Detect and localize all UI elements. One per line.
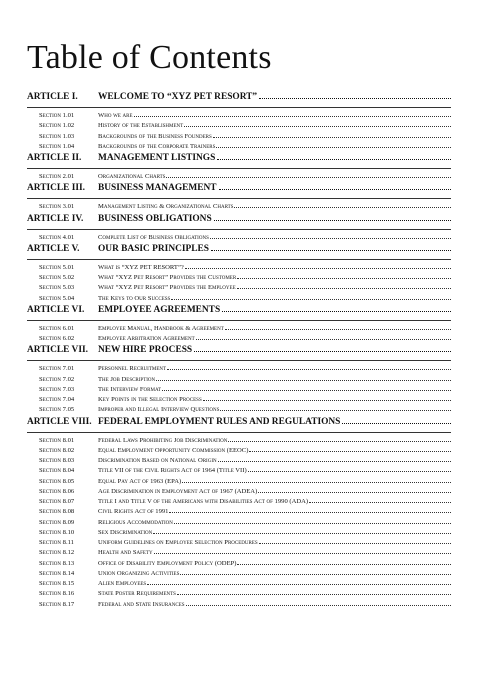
section-entry[interactable]	[27, 335, 451, 345]
section-entry[interactable]	[27, 112, 451, 122]
article-block	[27, 183, 451, 213]
section-title: Federal Laws Prohibiting Job Discrimination	[98, 436, 228, 444]
dot-leader	[213, 137, 451, 138]
section-title: The Keys to Our Success	[98, 294, 171, 302]
dot-leader	[182, 482, 451, 483]
section-entry[interactable]	[27, 508, 451, 518]
dot-leader	[219, 189, 451, 190]
section-number: Section 6.01	[39, 324, 75, 332]
article-number: ARTICLE VII.	[27, 345, 88, 356]
article-block	[27, 92, 451, 153]
article-heading[interactable]	[27, 92, 451, 106]
dot-leader	[258, 492, 451, 493]
article-divider	[27, 259, 451, 260]
article-divider	[27, 320, 451, 321]
article-heading[interactable]	[27, 417, 451, 431]
dot-leader	[186, 605, 451, 606]
section-entry[interactable]	[27, 457, 451, 467]
section-number: Section 8.03	[39, 457, 75, 464]
section-list	[27, 365, 451, 416]
section-entry[interactable]	[27, 133, 451, 143]
article-divider	[27, 168, 451, 169]
section-number: Section 6.02	[39, 335, 75, 342]
section-number: Section 8.05	[39, 477, 75, 485]
dot-leader	[147, 584, 451, 585]
section-number: Section 5.01	[39, 263, 75, 271]
article-number: ARTICLE VIII.	[27, 416, 92, 427]
dot-leader	[171, 299, 451, 300]
article-block	[27, 153, 451, 183]
section-entry[interactable]	[27, 274, 451, 284]
section-entry[interactable]	[27, 143, 451, 153]
section-title: What “XYZ Pet Resort” Provides the Employee	[98, 284, 236, 292]
dot-leader	[203, 400, 451, 401]
article-block	[27, 345, 451, 416]
section-title: Title I and Title V of the Americans with Disabilities Act of 1990 (ADA)	[98, 498, 309, 505]
article-number: ARTICLE I.	[27, 92, 78, 102]
article-block	[27, 417, 451, 611]
section-entry[interactable]	[27, 549, 451, 559]
section-entry[interactable]	[27, 519, 451, 529]
section-title: Complete List of Business Obligations	[98, 233, 209, 241]
article-title: BUSINESS MANAGEMENT	[98, 183, 217, 194]
dot-leader	[234, 207, 451, 208]
section-entry[interactable]	[27, 498, 451, 508]
section-number: Section 5.03	[39, 284, 75, 292]
dot-leader	[174, 523, 451, 524]
section-title: Uniform Guidelines on Employee Selection Procedures	[98, 539, 258, 546]
section-entry[interactable]	[27, 396, 451, 406]
section-title: Who we are	[98, 112, 133, 119]
dot-leader	[237, 288, 451, 289]
section-list	[27, 203, 451, 213]
section-entry[interactable]	[27, 173, 451, 183]
section-entry[interactable]	[27, 529, 451, 539]
section-entry[interactable]	[27, 365, 451, 375]
section-number: Section 7.05	[39, 406, 75, 414]
section-number: Section 8.11	[39, 539, 74, 546]
section-title: What “XYZ Pet Resort” Provides the Customer	[98, 274, 237, 281]
article-title: WELCOME TO “XYZ PET RESORT”	[98, 92, 258, 102]
article-title: OUR BASIC PRINCIPLES	[98, 243, 209, 254]
section-title: Civil Rights Act of 1991	[98, 508, 169, 516]
article-divider	[27, 432, 451, 433]
section-number: Section 7.01	[39, 365, 75, 373]
section-title: Religious Accommodation	[98, 518, 173, 526]
section-number: Section 8.12	[39, 549, 75, 557]
section-entry[interactable]	[27, 570, 451, 580]
section-entry[interactable]	[27, 601, 451, 611]
article-block	[27, 244, 451, 305]
section-entry[interactable]	[27, 122, 451, 132]
dot-leader	[342, 423, 451, 424]
section-title: Management Listing & Organizational Charts	[98, 203, 234, 211]
section-number: Section 1.02	[39, 122, 75, 130]
section-title: Organizational Charts	[98, 173, 166, 180]
dot-leader	[169, 512, 451, 513]
article-divider	[27, 198, 451, 199]
section-number: Section 1.04	[39, 142, 75, 150]
dot-leader	[220, 410, 451, 411]
dot-leader	[162, 390, 451, 391]
article-block	[27, 214, 451, 244]
section-entry[interactable]	[27, 539, 451, 549]
section-number: Section 7.03	[39, 385, 75, 393]
dot-leader	[222, 311, 451, 312]
section-title: Improper and Illegal Interview Questions	[98, 406, 220, 414]
dot-leader	[153, 533, 451, 534]
section-list	[27, 325, 451, 346]
dot-leader	[225, 329, 451, 330]
dot-leader	[216, 147, 451, 148]
article-title: MANAGEMENT LISTINGS	[98, 153, 216, 163]
dot-leader	[184, 126, 451, 127]
section-title: Backgrounds of the Corporate Trainers	[98, 142, 216, 150]
dot-leader	[249, 451, 451, 452]
dot-leader	[185, 268, 451, 269]
section-entry[interactable]	[27, 580, 451, 590]
section-title: State Poster Requirements	[98, 590, 176, 598]
section-title: Sex Discrimination	[98, 528, 153, 536]
section-entry[interactable]	[27, 467, 451, 477]
section-number: Section 8.04	[39, 467, 75, 475]
dot-leader	[237, 278, 451, 279]
article-heading[interactable]	[27, 214, 451, 228]
page-title: Table of Contents	[27, 39, 272, 76]
section-entry[interactable]	[27, 295, 451, 305]
dot-leader	[228, 441, 451, 442]
section-number: Section 8.08	[39, 508, 75, 516]
section-number: Section 8.15	[39, 580, 75, 587]
section-number: Section 2.01	[39, 173, 75, 180]
section-title: History of the Establishment	[98, 122, 184, 130]
article-title: BUSINESS OBLIGATIONS	[98, 213, 212, 224]
section-entry[interactable]	[27, 203, 451, 213]
article-divider	[27, 360, 451, 361]
section-list	[27, 437, 451, 611]
section-entry[interactable]	[27, 376, 451, 386]
section-number: Section 8.14	[39, 569, 75, 577]
article-number: ARTICLE VI.	[27, 304, 85, 315]
article-title: EMPLOYEE AGREEMENTS	[98, 304, 221, 315]
article-number: ARTICLE III.	[27, 183, 86, 194]
section-number: Section 8.06	[39, 487, 75, 495]
table-of-contents	[27, 92, 451, 611]
section-entry[interactable]	[27, 447, 451, 457]
section-number: Section 8.16	[39, 590, 75, 598]
section-title: Health and Safety	[98, 549, 153, 557]
section-number: Section 1.01	[39, 112, 75, 119]
dot-leader	[211, 250, 451, 251]
article-heading[interactable]	[27, 244, 451, 258]
section-title: Backgrounds of the Business Founders	[98, 132, 212, 140]
section-title: Federal and State Insurances	[98, 600, 185, 608]
section-entry[interactable]	[27, 386, 451, 396]
section-title: The Interview Format	[98, 385, 162, 393]
section-title: Equal Pay Act of 1963 (EPA)	[98, 477, 182, 485]
section-number: Section 8.09	[39, 518, 75, 526]
article-title: FEDERAL EMPLOYMENT RULES AND REGULATIONS	[98, 416, 341, 427]
section-entry[interactable]	[27, 590, 451, 600]
section-title: Discrimination Based on National Origin	[98, 457, 217, 464]
section-entry[interactable]	[27, 406, 451, 416]
section-title: Office of Disability Employment Policy (ODEP)	[98, 559, 237, 567]
article-number: ARTICLE V.	[27, 243, 80, 254]
section-number: Section 3.01	[39, 203, 75, 211]
dot-leader	[309, 502, 451, 503]
section-title: The Job Description	[98, 375, 156, 383]
section-entry[interactable]	[27, 437, 451, 447]
dot-leader	[259, 98, 451, 99]
dot-leader	[237, 564, 451, 565]
section-title: Union Organizing Activities	[98, 569, 180, 577]
article-heading[interactable]	[27, 345, 451, 359]
section-title: Title VII of the Civil Rights Act of 1964 (Title VII)	[98, 467, 247, 475]
section-number: Section 5.02	[39, 274, 75, 281]
section-number: Section 8.01	[39, 436, 75, 444]
section-list	[27, 234, 451, 244]
article-number: ARTICLE IV.	[27, 213, 84, 224]
section-list	[27, 264, 451, 305]
section-entry[interactable]	[27, 234, 451, 244]
section-entry[interactable]	[27, 264, 451, 274]
section-entry[interactable]	[27, 284, 451, 294]
dot-leader	[156, 380, 451, 381]
section-list	[27, 173, 451, 183]
dot-leader	[218, 461, 451, 462]
section-number: Section 8.02	[39, 446, 75, 454]
article-number: ARTICLE II.	[27, 153, 82, 163]
article-heading[interactable]	[27, 153, 451, 167]
dot-leader	[154, 553, 451, 554]
section-title: Key Points in the Selection Process	[98, 396, 202, 403]
dot-leader	[248, 471, 451, 472]
section-title: Age Discrimination in Employment Act of 1967 (ADEA)	[98, 487, 258, 495]
section-title: Personnel Recruitment	[98, 365, 167, 373]
section-number: Section 8.13	[39, 559, 75, 567]
section-number: Section 4.01	[39, 233, 75, 241]
dot-leader	[166, 177, 451, 178]
article-title: NEW HIRE PROCESS	[98, 345, 193, 356]
dot-leader	[217, 159, 451, 160]
section-entry[interactable]	[27, 325, 451, 335]
section-number: Section 5.04	[39, 294, 75, 302]
section-number: Section 1.03	[39, 132, 75, 140]
dot-leader	[210, 238, 451, 239]
section-entry[interactable]	[27, 488, 451, 498]
section-entry[interactable]	[27, 478, 451, 488]
article-divider	[27, 229, 451, 230]
dot-leader	[196, 339, 451, 340]
dot-leader	[177, 594, 451, 595]
section-number: Section 8.10	[39, 528, 75, 536]
section-number: Section 7.04	[39, 396, 75, 403]
section-title: Employee Arbitration Agreement	[98, 335, 195, 342]
section-number: Section 8.07	[39, 498, 75, 505]
dot-leader	[214, 220, 451, 221]
section-list	[27, 112, 451, 153]
dot-leader	[194, 351, 451, 352]
article-block	[27, 305, 451, 346]
dot-leader	[259, 543, 451, 544]
dot-leader	[167, 369, 451, 370]
section-title: Alien Employees	[98, 580, 147, 587]
dot-leader	[180, 574, 451, 575]
article-heading[interactable]	[27, 183, 451, 197]
dot-leader	[134, 116, 451, 117]
article-heading[interactable]	[27, 305, 451, 319]
section-title: Employee Manual, Handbook & Agreement	[98, 324, 224, 332]
section-number: Section 8.17	[39, 600, 75, 608]
section-entry[interactable]	[27, 560, 451, 570]
section-title: Equal Employment Opportunity Commission (EEOC)	[98, 446, 249, 454]
section-number: Section 7.02	[39, 375, 75, 383]
article-divider	[27, 107, 451, 108]
section-title: What is “XYZ PET RESORT”?	[98, 263, 184, 271]
